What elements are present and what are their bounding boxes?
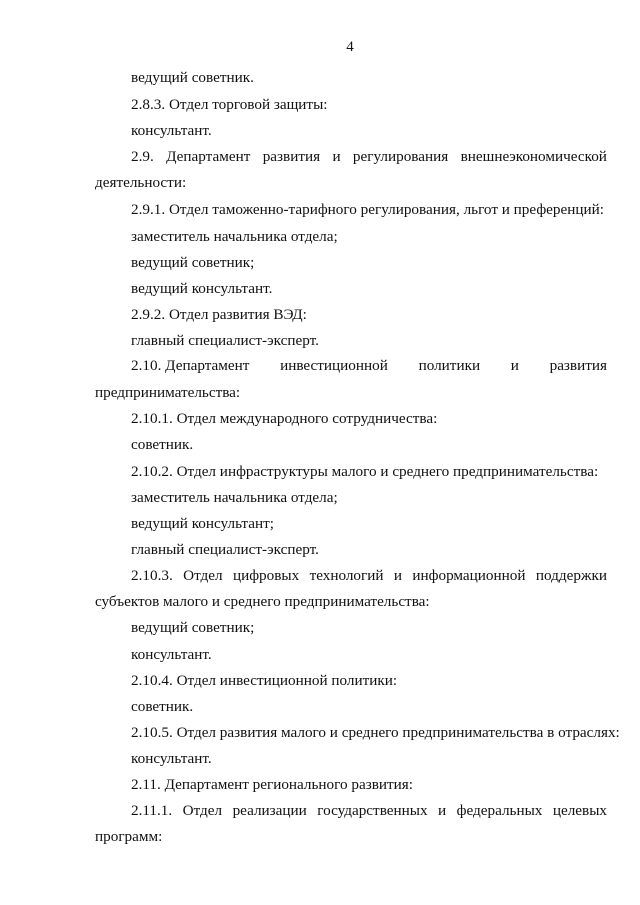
text-line: программ: bbox=[95, 828, 163, 845]
section-heading: 2.10.2. Отдел инфраструктуры малого и среднего предпринимательства: bbox=[131, 463, 599, 480]
word: цифровых bbox=[232, 567, 300, 584]
section-heading: 2.10.4. Отдел инвестиционной политики: bbox=[131, 672, 398, 689]
page-number: 4 bbox=[346, 39, 354, 55]
text-line: ведущий советник. bbox=[131, 69, 254, 86]
word: регулирования bbox=[352, 148, 449, 165]
word: и bbox=[332, 148, 341, 165]
word: 2.10. Департамент bbox=[131, 357, 250, 374]
text-line: главный специалист-эксперт. bbox=[131, 332, 319, 349]
section-heading: 2.9.2. Отдел развития ВЭД: bbox=[131, 306, 307, 323]
word: 2.11.1. bbox=[131, 802, 173, 819]
section-heading bbox=[131, 357, 607, 375]
word: поддержки bbox=[535, 567, 607, 584]
word: 2.10.3. bbox=[131, 567, 173, 584]
text-line: советник. bbox=[131, 698, 194, 715]
section-heading: 2.11. Департамент регионального развития: bbox=[131, 776, 413, 793]
word: развития bbox=[549, 357, 607, 374]
word: федеральных bbox=[456, 802, 543, 819]
section-heading: 2.10.1. Отдел международного сотрудничества: bbox=[131, 410, 438, 427]
word: целевых bbox=[552, 802, 607, 819]
word: и bbox=[510, 357, 519, 374]
word: информационной bbox=[412, 567, 526, 584]
section-heading: 2.9.1. Отдел таможенно-тарифного регулирования, льгот и преференций: bbox=[131, 201, 604, 218]
text-line: консультант. bbox=[131, 646, 212, 663]
word: 2.9. bbox=[131, 148, 154, 165]
word: Отдел bbox=[183, 567, 223, 584]
text-line: ведущий консультант; bbox=[131, 515, 274, 532]
text-line: субъектов малого и среднего предпринимательства: bbox=[95, 593, 430, 610]
word: и bbox=[438, 802, 447, 819]
text-line: консультант. bbox=[131, 122, 212, 139]
word: политики bbox=[418, 357, 481, 374]
text-line: предпринимательства: bbox=[95, 384, 241, 401]
word: реализации bbox=[232, 802, 307, 819]
word: государственных bbox=[317, 802, 428, 819]
section-heading bbox=[131, 802, 607, 820]
word: инвестиционной bbox=[280, 357, 388, 374]
section-heading: 2.10.5. Отдел развития малого и среднего предпринимательства в отраслях: bbox=[131, 724, 620, 741]
text-line: деятельности: bbox=[95, 174, 187, 191]
text-line: ведущий советник; bbox=[131, 254, 255, 271]
word: и bbox=[393, 567, 403, 584]
section-heading bbox=[131, 567, 607, 585]
text-line: заместитель начальника отдела; bbox=[131, 228, 338, 245]
section-heading bbox=[131, 148, 607, 166]
section-heading: 2.8.3. Отдел торговой защиты: bbox=[131, 96, 328, 113]
text-line: советник. bbox=[131, 436, 194, 453]
text-line: консультант. bbox=[131, 750, 212, 767]
word: развития bbox=[262, 148, 321, 165]
word: Отдел bbox=[182, 802, 223, 819]
word: внешнеэкономической bbox=[460, 148, 607, 165]
text-line: заместитель начальника отдела; bbox=[131, 489, 338, 506]
text-line: ведущий консультант. bbox=[131, 280, 273, 297]
word: Департамент bbox=[166, 148, 251, 165]
text-line: ведущий советник; bbox=[131, 619, 255, 636]
word: технологий bbox=[309, 567, 384, 584]
text-line: главный специалист-эксперт. bbox=[131, 541, 319, 558]
